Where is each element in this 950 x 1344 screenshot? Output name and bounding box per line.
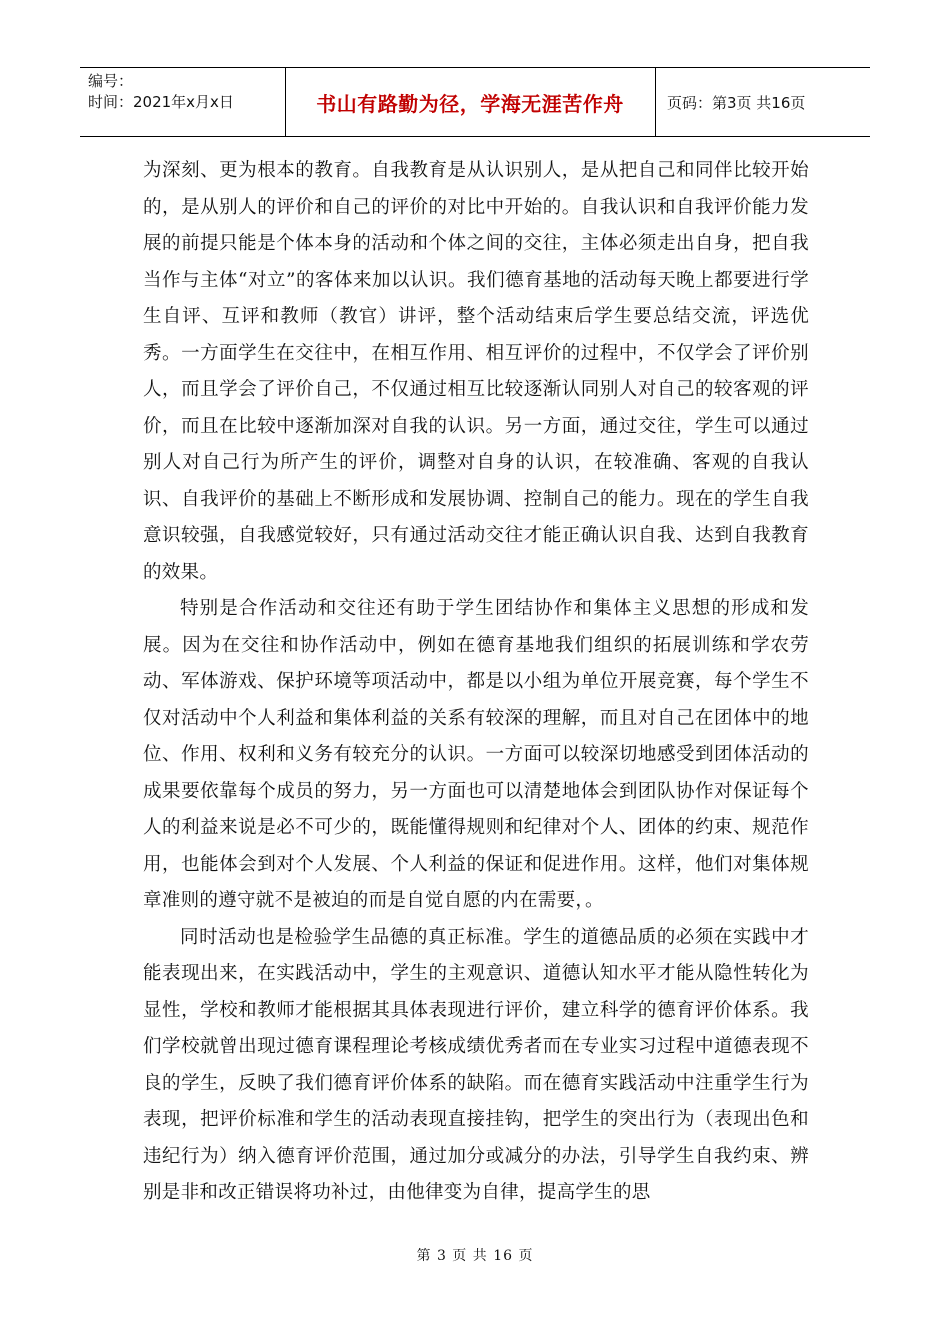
document-number-label: 编号： [88, 72, 134, 90]
header-page-number: 页码：第3页 共16页 [667, 93, 806, 112]
header-divider [655, 68, 656, 136]
header-meta [88, 71, 278, 113]
page-header [80, 67, 870, 137]
document-body [143, 153, 809, 1212]
paragraph-continued: 为深刻、更为根本的教育。自我教育是从认识别人，是从把自己和同伴比较开始的，是从别人的评价和自己的评价的对比中开始的。自我认识和自我评价能力发展的前提只能是个体本身的活动和个体之间的交往，主体必须走出自身，把自我当作与主体“对立”的客体来加以认识。我们德育基地的活动每天晚上都要进行学生自评、互评和教师（教官）讲评，整个活动结束后学生要总结交流，评选优秀。一方面学生在交往中，在相互作用、相互评价的过程中，不仅学会了评价别人，而且学会了评价自己，不仅通过相互比较逐渐认同别人对自己的较客观的评价，而且在比较中逐渐加深对自我的认识。另一方面，通过交往，学生可以通过别人对自己行为所产生的评价，调整对自身的认识，在较准确、客观的自我认识、自我评价的基础上不断形成和发展协调、控制自己的能力。现在的学生自我意识较强，自我感觉较好，只有通过活动交往才能正确认识自我、达到自我教育的效果。 [143, 160, 809, 583]
paragraph: 同时活动也是检验学生品德的真正标准。学生的道德品质的必须在实践中才能表现出来，在实践活动中，学生的主观意识、道德认知水平才能从隐性转化为显性，学校和教师才能根据其具体表现进行评价，建立科学的德育评价体系。我们学校就曾出现过德育课程理论考核成绩优秀者而在专业实习过程中道德表现不良的学生，反映了我们德育评价体系的缺陷。而在德育实践活动中注重学生行为表现，把评价标准和学生的活动表现直接挂钩，把学生的突出行为（表现出色和违纪行为）纳入德育评价范围，通过加分或减分的办法，引导学生自我约束、辨别是非和改正错误将功补过，由他律变为自律，提高学生的思 [143, 926, 809, 1203]
header-motto: 书山有路勤为径，学海无涯苦作舟 [316, 91, 624, 116]
document-time-label: 时间：2021年x月x日 [88, 93, 234, 111]
page-footer: 第 3 页 共 16 页 [416, 1248, 534, 1264]
paragraph: 特别是合作活动和交往还有助于学生团结协作和集体主义思想的形成和发展。因为在交往和协作活动中，例如在德育基地我们组织的拓展训练和学农劳动、军体游戏、保护环境等项活动中，都是以小组为单位开展竞赛，每个学生不仅对活动中个人利益和集体利益的关系有较深的理解，而且对自己在团体中的地位、作用、权利和义务有较充分的认识。一方面可以较深切地感受到团体活动的成果要依靠每个成员的努力，另一方面也可以清楚地体会到团队协作对保证每个人的利益来说是必不可少的，既能懂得规则和纪律对个人、团体的约束、规范作用，也能体会到对个人发展、个人利益的保证和促进作用。这样，他们对集体规章准则的遵守就不是被迫的而是自觉自愿的内在需要，。 [143, 598, 809, 911]
